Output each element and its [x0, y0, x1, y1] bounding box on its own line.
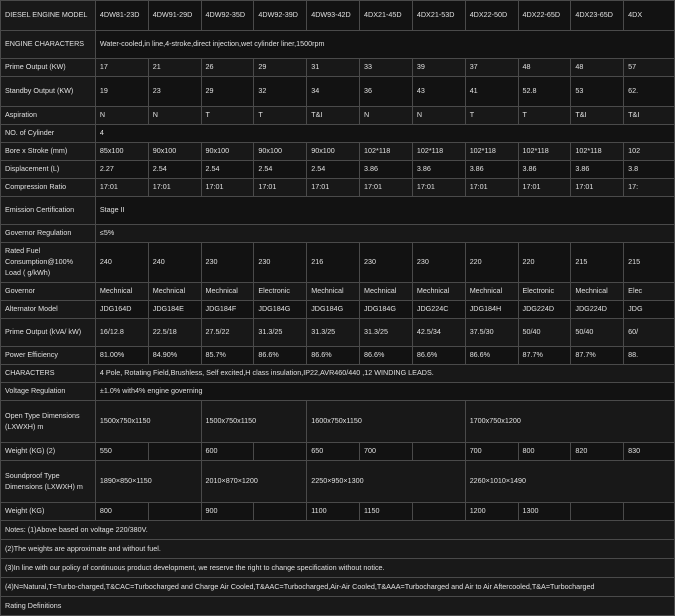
row-label: Displacement (L) — [1, 161, 96, 179]
row-value-cell: 90x100 — [201, 143, 254, 161]
spec-row — [1, 365, 675, 383]
row-value-cell: 62. — [624, 77, 675, 107]
row-value-cell: 102*118 — [571, 143, 624, 161]
spec-row — [1, 461, 675, 503]
row-value-cell: 85.7% — [201, 347, 254, 365]
spec-row — [1, 107, 675, 125]
row-value-cell: 820 — [571, 443, 624, 461]
row-value-cell: 17:01 — [148, 179, 201, 197]
row-value-cell: 60/ — [624, 319, 675, 347]
row-span-value: Stage II — [95, 197, 674, 225]
row-value-cell: 3.86 — [518, 161, 571, 179]
row-value-cell: 90x100 — [307, 143, 360, 161]
row-value-cell: 29 — [201, 77, 254, 107]
row-label: Bore x Stroke (mm) — [1, 143, 96, 161]
row-value-cell: Mechnical — [571, 283, 624, 301]
row-label: Emission Certification — [1, 197, 96, 225]
row-group-value: 1600x750x1150 — [307, 401, 465, 443]
row-label: Prime Output (KW) — [1, 59, 96, 77]
row-label: CHARACTERS — [1, 365, 96, 383]
row-value-cell: 17:01 — [254, 179, 307, 197]
spec-row — [1, 225, 675, 243]
row-value-cell: 43 — [412, 77, 465, 107]
row-value-cell: 57 — [624, 59, 675, 77]
row-value-cell — [148, 443, 201, 461]
row-value-cell: 42.5/34 — [412, 319, 465, 347]
row-value-cell: Mechnical — [201, 283, 254, 301]
row-label: Standby Output (KW) — [1, 77, 96, 107]
row-value-cell: JDG184F — [201, 301, 254, 319]
row-label: NO. of Cylinder — [1, 125, 96, 143]
row-value-cell: 1200 — [465, 503, 518, 521]
row-value-cell — [571, 503, 624, 521]
row-value-cell: 800 — [95, 503, 148, 521]
row-value-cell: 1100 — [307, 503, 360, 521]
spec-row — [1, 383, 675, 401]
row-value-cell: 26 — [201, 59, 254, 77]
row-value-cell: 800 — [518, 443, 571, 461]
header-label: DIESEL ENGINE MODEL — [1, 1, 96, 31]
spec-row — [1, 77, 675, 107]
row-value-cell: 600 — [201, 443, 254, 461]
row-value-cell: 50/40 — [571, 319, 624, 347]
row-value-cell: 27.5/22 — [201, 319, 254, 347]
row-value-cell: 102*118 — [465, 143, 518, 161]
row-value-cell: Mechnical — [465, 283, 518, 301]
row-label: Prime Output (kVA/ kW) — [1, 319, 96, 347]
row-value-cell: 216 — [307, 243, 360, 283]
row-value-cell: 230 — [254, 243, 307, 283]
row-value-cell: JDG224C — [412, 301, 465, 319]
row-value-cell: 87.7% — [518, 347, 571, 365]
row-value-cell: 17:01 — [571, 179, 624, 197]
row-value-cell: 50/40 — [518, 319, 571, 347]
row-value-cell: 17:01 — [201, 179, 254, 197]
row-label: Aspiration — [1, 107, 96, 125]
row-value-cell: T — [518, 107, 571, 125]
note-text: (2)The weights are approximate and without fuel. — [1, 540, 675, 559]
row-value-cell: 102*118 — [360, 143, 413, 161]
row-value-cell: 32 — [254, 77, 307, 107]
row-value-cell: 86.6% — [254, 347, 307, 365]
row-value-cell: 2.54 — [201, 161, 254, 179]
row-group-value: 1700x750x1200 — [465, 401, 674, 443]
spec-row — [1, 125, 675, 143]
row-value-cell: 550 — [95, 443, 148, 461]
row-span-value: ≤5% — [95, 225, 674, 243]
row-value-cell: T&I — [571, 107, 624, 125]
row-label: Voltage Regulation — [1, 383, 96, 401]
row-value-cell — [624, 503, 675, 521]
row-label: Power Efficiency — [1, 347, 96, 365]
spec-row — [1, 243, 675, 283]
model-header-cell: 4DX22-65D — [518, 1, 571, 31]
row-span-value: 4 — [95, 125, 674, 143]
row-value-cell: 52.8 — [518, 77, 571, 107]
spec-row — [1, 443, 675, 461]
row-value-cell: 102 — [624, 143, 675, 161]
row-value-cell: 88. — [624, 347, 675, 365]
row-value-cell: Mechnical — [148, 283, 201, 301]
row-value-cell: 87.7% — [571, 347, 624, 365]
row-value-cell: 16/12.8 — [95, 319, 148, 347]
row-value-cell: 41 — [465, 77, 518, 107]
row-value-cell: 102*118 — [412, 143, 465, 161]
row-value-cell: 53 — [571, 77, 624, 107]
row-value-cell: 86.6% — [465, 347, 518, 365]
row-value-cell: 34 — [307, 77, 360, 107]
row-value-cell: 230 — [360, 243, 413, 283]
row-value-cell: N — [412, 107, 465, 125]
row-group-value: 1500x750x1150 — [201, 401, 307, 443]
row-value-cell: 17:01 — [412, 179, 465, 197]
row-value-cell: 17:01 — [360, 179, 413, 197]
row-value-cell: 48 — [518, 59, 571, 77]
note-row — [1, 597, 675, 616]
spec-row — [1, 179, 675, 197]
row-value-cell: N — [360, 107, 413, 125]
row-value-cell: 102*118 — [518, 143, 571, 161]
spec-row — [1, 347, 675, 365]
row-value-cell: 220 — [518, 243, 571, 283]
row-value-cell: 22.5/18 — [148, 319, 201, 347]
row-value-cell: 90x100 — [148, 143, 201, 161]
row-value-cell — [254, 443, 307, 461]
row-value-cell: 215 — [624, 243, 675, 283]
row-value-cell: 86.6% — [412, 347, 465, 365]
row-value-cell: 39 — [412, 59, 465, 77]
row-value-cell: 220 — [465, 243, 518, 283]
model-header-cell: 4DW92-35D — [201, 1, 254, 31]
row-value-cell: 37 — [465, 59, 518, 77]
row-value-cell: 23 — [148, 77, 201, 107]
row-value-cell: T — [201, 107, 254, 125]
note-text: (3)In line with our policy of continuous product development, we reserve the right to change specification without notice. — [1, 559, 675, 578]
row-value-cell: 700 — [465, 443, 518, 461]
row-value-cell — [412, 503, 465, 521]
row-value-cell: 2.54 — [307, 161, 360, 179]
note-text: Rating Definitions — [1, 597, 675, 616]
row-value-cell: 700 — [360, 443, 413, 461]
note-text: Notes: (1)Above based on voltage 220/380V. — [1, 521, 675, 540]
row-value-cell: Mechnical — [95, 283, 148, 301]
row-value-cell: JDG224D — [518, 301, 571, 319]
row-value-cell: 85x100 — [95, 143, 148, 161]
row-value-cell: 84.90% — [148, 347, 201, 365]
note-row — [1, 559, 675, 578]
row-value-cell: 86.6% — [307, 347, 360, 365]
row-value-cell: 31.3/25 — [360, 319, 413, 347]
row-label: ENGINE CHARACTERS — [1, 31, 96, 59]
model-header-cell: 4DW92-39D — [254, 1, 307, 31]
row-value-cell — [148, 503, 201, 521]
row-value-cell: N — [148, 107, 201, 125]
row-group-value: 2260×1010×1490 — [465, 461, 674, 503]
model-header-cell: 4DW81-23D — [95, 1, 148, 31]
row-label: Weight (KG) (2) — [1, 443, 96, 461]
row-value-cell: T&I — [307, 107, 360, 125]
row-label: Weight (KG) — [1, 503, 96, 521]
row-label: Rated Fuel Consumption@100% Load ( g/kWh) — [1, 243, 96, 283]
note-text: (4)N=Natural,T=Turbo-charged,T&CAC=Turbocharged and Charge Air Cooled,T&AAC=Turbocharged,Air-Air Cooled,T&AAA=Turbocharged and Air to Air Aftercooled,T&A=Turbocharged — [1, 578, 675, 597]
row-value-cell: 17:01 — [307, 179, 360, 197]
row-value-cell: 830 — [624, 443, 675, 461]
row-value-cell: 3.86 — [360, 161, 413, 179]
model-header-cell: 4DW91-29D — [148, 1, 201, 31]
row-value-cell: 240 — [148, 243, 201, 283]
model-header-cell: 4DX23-65D — [571, 1, 624, 31]
spec-row — [1, 161, 675, 179]
row-value-cell: 48 — [571, 59, 624, 77]
row-value-cell: JDG224D — [571, 301, 624, 319]
row-value-cell: 86.6% — [360, 347, 413, 365]
row-value-cell: 3.8 — [624, 161, 675, 179]
row-value-cell: JDG184G — [254, 301, 307, 319]
row-value-cell: 31.3/25 — [307, 319, 360, 347]
row-value-cell: 650 — [307, 443, 360, 461]
row-label: Compression Ratio — [1, 179, 96, 197]
row-value-cell: 33 — [360, 59, 413, 77]
row-span-value: Water-cooled,in line,4-stroke,direct injection,wet cylinder liner,1500rpm — [95, 31, 674, 59]
row-group-value: 2010×870×1200 — [201, 461, 307, 503]
row-value-cell: 19 — [95, 77, 148, 107]
spec-row — [1, 503, 675, 521]
row-value-cell — [412, 443, 465, 461]
row-value-cell: 21 — [148, 59, 201, 77]
row-value-cell: Mechnical — [307, 283, 360, 301]
row-value-cell: 1150 — [360, 503, 413, 521]
note-row — [1, 540, 675, 559]
row-value-cell: 36 — [360, 77, 413, 107]
model-header-cell: 4DX — [624, 1, 675, 31]
row-value-cell: JDG184G — [360, 301, 413, 319]
row-value-cell — [254, 503, 307, 521]
row-value-cell: 3.86 — [465, 161, 518, 179]
row-value-cell: 3.86 — [571, 161, 624, 179]
row-value-cell: Electronic — [254, 283, 307, 301]
row-label: Alternator Model — [1, 301, 96, 319]
model-header-cell: 4DX21-53D — [412, 1, 465, 31]
row-group-value: 2250×950×1300 — [307, 461, 465, 503]
row-value-cell: 230 — [201, 243, 254, 283]
row-value-cell: T — [254, 107, 307, 125]
model-header-row — [1, 1, 675, 31]
row-value-cell: 17: — [624, 179, 675, 197]
row-value-cell: 37.5/30 — [465, 319, 518, 347]
spec-row — [1, 401, 675, 443]
row-label: Governor Regulation — [1, 225, 96, 243]
spec-row — [1, 301, 675, 319]
model-header-cell: 4DX22-50D — [465, 1, 518, 31]
row-value-cell: 1300 — [518, 503, 571, 521]
row-value-cell: N — [95, 107, 148, 125]
row-value-cell: 31.3/25 — [254, 319, 307, 347]
row-value-cell: 81.00% — [95, 347, 148, 365]
row-span-value: 4 Pole, Rotating Field,Brushless, Self excited,H class insulation,IP22,AVR460/440 ,12 WINDING LEADS. — [95, 365, 674, 383]
row-label: Governor — [1, 283, 96, 301]
row-group-value: 1890×850×1150 — [95, 461, 201, 503]
spec-row — [1, 319, 675, 347]
row-value-cell: 215 — [571, 243, 624, 283]
row-value-cell: 3.86 — [412, 161, 465, 179]
row-value-cell: 230 — [412, 243, 465, 283]
spec-row — [1, 143, 675, 161]
row-value-cell: JDG184E — [148, 301, 201, 319]
row-value-cell: T — [465, 107, 518, 125]
row-value-cell: 17 — [95, 59, 148, 77]
row-value-cell: Mechnical — [360, 283, 413, 301]
spec-row — [1, 197, 675, 225]
row-value-cell: 17:01 — [518, 179, 571, 197]
row-value-cell: 2.54 — [148, 161, 201, 179]
row-value-cell: JDG184H — [465, 301, 518, 319]
row-value-cell: Electronic — [518, 283, 571, 301]
row-value-cell: T&I — [624, 107, 675, 125]
model-header-cell: 4DW93-42D — [307, 1, 360, 31]
row-value-cell: JDG164D — [95, 301, 148, 319]
note-row — [1, 521, 675, 540]
row-value-cell: Mechnical — [412, 283, 465, 301]
row-label: Open Type Dimensions (LXWXH) m — [1, 401, 96, 443]
row-value-cell: 90x100 — [254, 143, 307, 161]
spec-row — [1, 31, 675, 59]
spec-row — [1, 283, 675, 301]
note-row — [1, 578, 675, 597]
row-value-cell: Elec — [624, 283, 675, 301]
row-value-cell: 2.54 — [254, 161, 307, 179]
row-value-cell: 31 — [307, 59, 360, 77]
row-group-value: 1500x750x1150 — [95, 401, 201, 443]
row-label: Soundproof Type Dimensions (LXWXH) m — [1, 461, 96, 503]
row-value-cell: 900 — [201, 503, 254, 521]
row-value-cell: 2.27 — [95, 161, 148, 179]
row-value-cell: JDG — [624, 301, 675, 319]
model-header-cell: 4DX21-45D — [360, 1, 413, 31]
row-value-cell: 17:01 — [465, 179, 518, 197]
row-value-cell: 29 — [254, 59, 307, 77]
row-value-cell: 240 — [95, 243, 148, 283]
row-span-value: ±1.0% with4% engine governing — [95, 383, 674, 401]
row-value-cell: JDG184G — [307, 301, 360, 319]
spec-row — [1, 59, 675, 77]
row-value-cell: 17:01 — [95, 179, 148, 197]
